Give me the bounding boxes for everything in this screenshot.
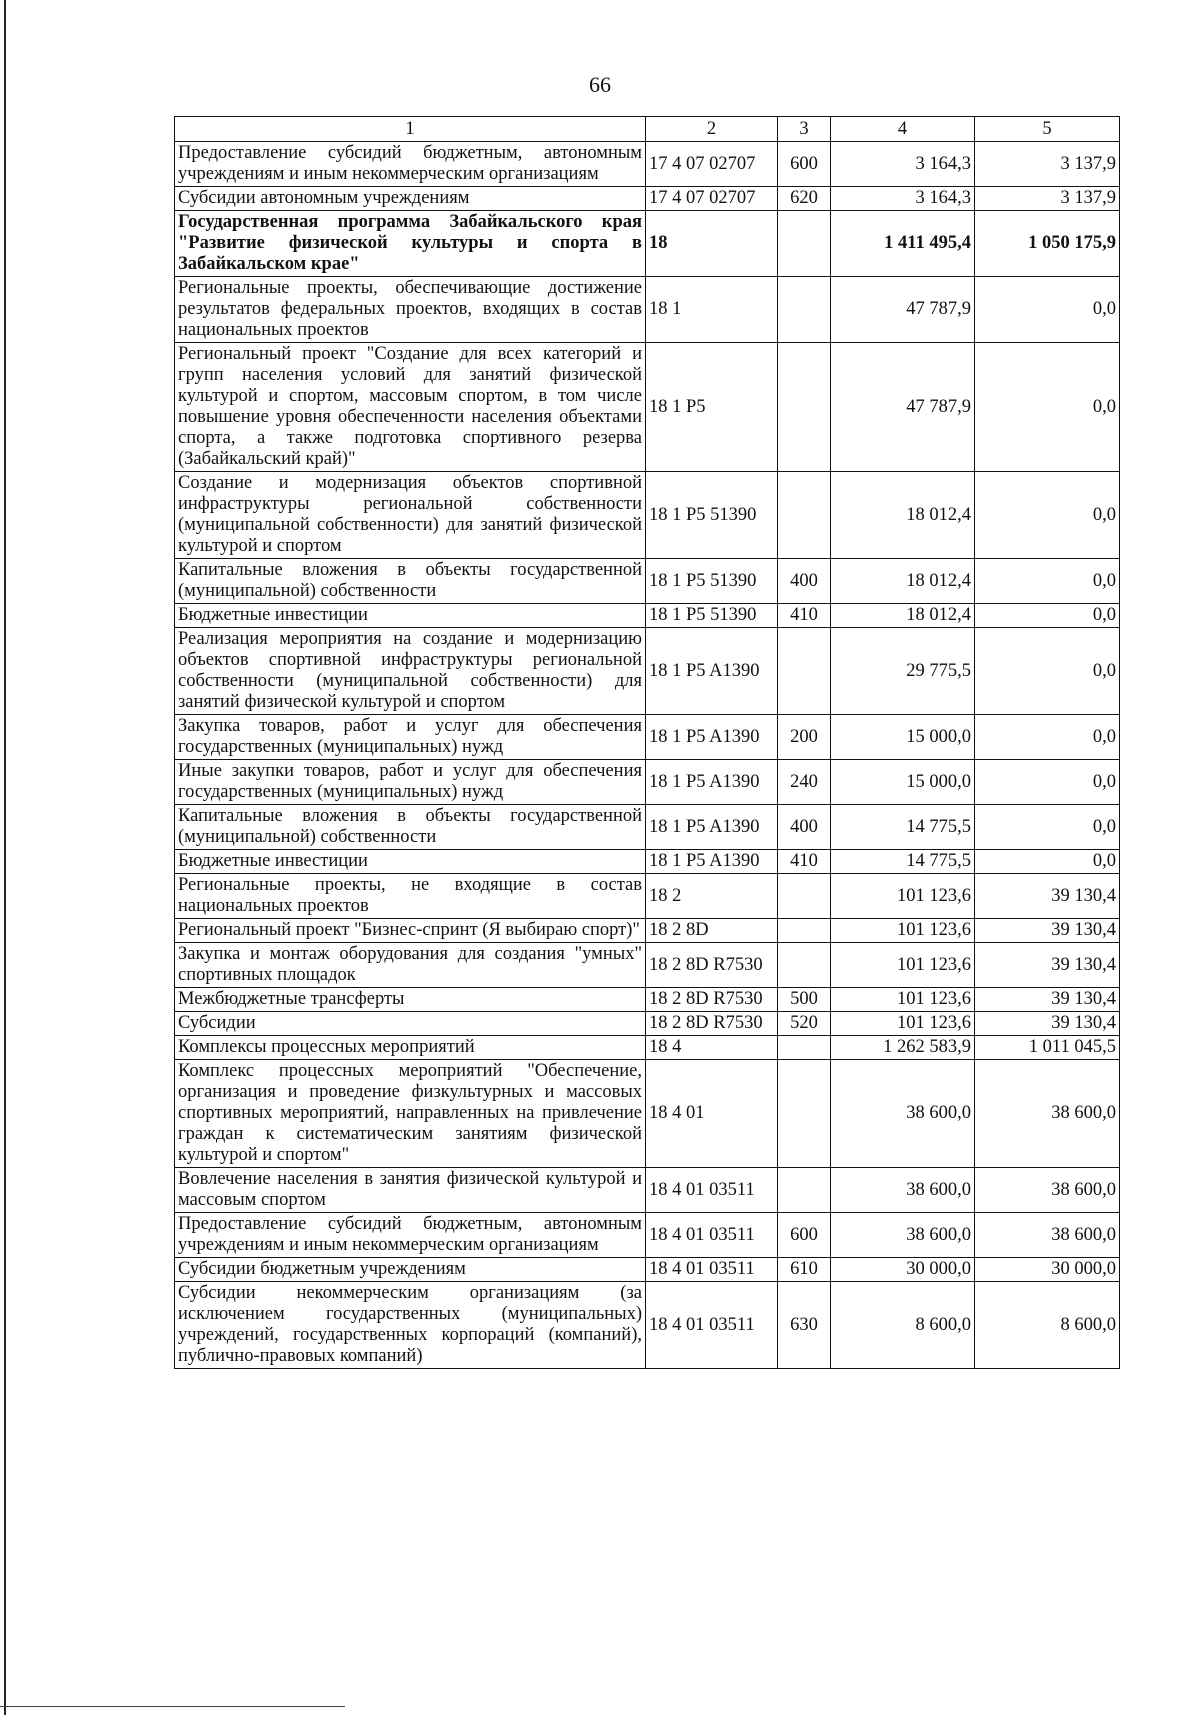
row-amount-col4-cell: 8 600,0 xyxy=(831,1282,975,1369)
row-expense-type-cell: 400 xyxy=(778,559,831,604)
row-amount-col4-cell: 15 000,0 xyxy=(831,715,975,760)
row-expense-type-cell: 630 xyxy=(778,1282,831,1369)
row-code-cell: 18 4 xyxy=(646,1036,778,1060)
column-header: 5 xyxy=(975,117,1120,142)
row-amount-col5-cell: 38 600,0 xyxy=(975,1168,1120,1213)
row-name-cell: Субсидии xyxy=(175,1012,646,1036)
row-code-cell: 18 1 P5 xyxy=(646,343,778,472)
row-code-cell: 18 1 P5 51390 xyxy=(646,604,778,628)
row-name-cell: Региональные проекты, не входящие в состав национальных проектов xyxy=(175,874,646,919)
row-expense-type-cell xyxy=(778,277,831,343)
row-expense-type-cell: 410 xyxy=(778,604,831,628)
row-name-cell: Вовлечение населения в занятия физической культурой и массовым спортом xyxy=(175,1168,646,1213)
row-amount-col5-cell: 0,0 xyxy=(975,760,1120,805)
row-expense-type-cell: 200 xyxy=(778,715,831,760)
row-amount-col4-cell: 101 123,6 xyxy=(831,943,975,988)
row-name-cell: Бюджетные инвестиции xyxy=(175,604,646,628)
row-amount-col5-cell: 30 000,0 xyxy=(975,1258,1120,1282)
row-name-cell: Реализация мероприятия на создание и модернизацию объектов спортивной инфраструктуры региональной собственности (муниципальной собственности) для занятий физической культурой и спортом xyxy=(175,628,646,715)
row-code-cell: 18 4 01 03511 xyxy=(646,1282,778,1369)
row-expense-type-cell: 620 xyxy=(778,187,831,211)
row-name-cell: Субсидии бюджетным учреждениям xyxy=(175,1258,646,1282)
row-amount-col4-cell: 30 000,0 xyxy=(831,1258,975,1282)
row-amount-col5-cell: 39 130,4 xyxy=(975,943,1120,988)
row-expense-type-cell: 500 xyxy=(778,988,831,1012)
row-amount-col5-cell: 0,0 xyxy=(975,343,1120,472)
row-amount-col4-cell: 38 600,0 xyxy=(831,1213,975,1258)
row-amount-col4-cell: 18 012,4 xyxy=(831,559,975,604)
table-row xyxy=(175,1060,1120,1168)
row-amount-col5-cell: 0,0 xyxy=(975,715,1120,760)
row-amount-col4-cell: 3 164,3 xyxy=(831,142,975,187)
row-name-cell: Капитальные вложения в объекты государственной (муниципальной) собственности xyxy=(175,805,646,850)
row-expense-type-cell: 410 xyxy=(778,850,831,874)
row-code-cell: 18 4 01 xyxy=(646,1060,778,1168)
table-row xyxy=(175,988,1120,1012)
row-amount-col4-cell: 101 123,6 xyxy=(831,1012,975,1036)
row-expense-type-cell xyxy=(778,211,831,277)
page-edge-line xyxy=(4,0,6,1715)
page-bottom-rule xyxy=(0,1706,345,1707)
table-row xyxy=(175,874,1120,919)
table-header-row xyxy=(175,117,1120,142)
row-expense-type-cell xyxy=(778,1036,831,1060)
row-name-cell: Региональный проект "Бизнес-спринт (Я выбираю спорт)" xyxy=(175,919,646,943)
row-amount-col4-cell: 38 600,0 xyxy=(831,1060,975,1168)
row-amount-col5-cell: 0,0 xyxy=(975,850,1120,874)
row-name-cell: Региональные проекты, обеспечивающие достижение результатов федеральных проектов, входящих в состав национальных проектов xyxy=(175,277,646,343)
row-code-cell: 18 4 01 03511 xyxy=(646,1258,778,1282)
row-amount-col5-cell: 0,0 xyxy=(975,559,1120,604)
row-name-cell: Бюджетные инвестиции xyxy=(175,850,646,874)
row-name-cell: Комплексы процессных мероприятий xyxy=(175,1036,646,1060)
row-amount-col4-cell: 101 123,6 xyxy=(831,988,975,1012)
row-amount-col4-cell: 101 123,6 xyxy=(831,919,975,943)
row-amount-col4-cell: 18 012,4 xyxy=(831,604,975,628)
table-row xyxy=(175,142,1120,187)
row-amount-col5-cell: 3 137,9 xyxy=(975,142,1120,187)
table-row xyxy=(175,1036,1120,1060)
row-amount-col5-cell: 3 137,9 xyxy=(975,187,1120,211)
row-expense-type-cell xyxy=(778,1168,831,1213)
row-code-cell: 18 2 8D xyxy=(646,919,778,943)
row-code-cell: 17 4 07 02707 xyxy=(646,187,778,211)
budget-table-body xyxy=(175,117,1120,1369)
row-code-cell: 18 2 8D R7530 xyxy=(646,988,778,1012)
row-code-cell: 17 4 07 02707 xyxy=(646,142,778,187)
row-expense-type-cell xyxy=(778,472,831,559)
table-row xyxy=(175,943,1120,988)
table-row xyxy=(175,850,1120,874)
row-amount-col4-cell: 18 012,4 xyxy=(831,472,975,559)
row-amount-col4-cell: 15 000,0 xyxy=(831,760,975,805)
row-name-cell: Государственная программа Забайкальского края "Развитие физической культуры и спорта в Забайкальском крае" xyxy=(175,211,646,277)
row-name-cell: Субсидии автономным учреждениям xyxy=(175,187,646,211)
row-code-cell: 18 1 P5 51390 xyxy=(646,472,778,559)
row-amount-col4-cell: 101 123,6 xyxy=(831,874,975,919)
row-code-cell: 18 4 01 03511 xyxy=(646,1168,778,1213)
table-row xyxy=(175,1213,1120,1258)
column-header: 3 xyxy=(778,117,831,142)
page-number: 66 xyxy=(589,72,611,97)
row-amount-col5-cell: 39 130,4 xyxy=(975,919,1120,943)
column-header: 4 xyxy=(831,117,975,142)
row-code-cell: 18 1 P5 A1390 xyxy=(646,760,778,805)
row-expense-type-cell xyxy=(778,1060,831,1168)
row-code-cell: 18 2 xyxy=(646,874,778,919)
table-row xyxy=(175,1258,1120,1282)
row-amount-col4-cell: 47 787,9 xyxy=(831,343,975,472)
row-amount-col4-cell: 3 164,3 xyxy=(831,187,975,211)
table-row xyxy=(175,805,1120,850)
table-row xyxy=(175,559,1120,604)
row-amount-col4-cell: 29 775,5 xyxy=(831,628,975,715)
table-row xyxy=(175,919,1120,943)
row-name-cell: Региональный проект "Создание для всех категорий и групп населения условий для занятий физической культурой и спортом, массовым спортом, в том числе повышение уровня обеспеченности населения объектами спорта, а также подготовка спортивного резерва (Забайкальский край)" xyxy=(175,343,646,472)
row-expense-type-cell xyxy=(778,943,831,988)
row-amount-col5-cell: 39 130,4 xyxy=(975,874,1120,919)
row-code-cell: 18 4 01 03511 xyxy=(646,1213,778,1258)
row-amount-col5-cell: 39 130,4 xyxy=(975,1012,1120,1036)
column-header: 2 xyxy=(646,117,778,142)
row-name-cell: Капитальные вложения в объекты государственной (муниципальной) собственности xyxy=(175,559,646,604)
row-amount-col5-cell: 39 130,4 xyxy=(975,988,1120,1012)
table-row xyxy=(175,715,1120,760)
row-amount-col4-cell: 14 775,5 xyxy=(831,850,975,874)
row-code-cell: 18 1 P5 A1390 xyxy=(646,850,778,874)
row-code-cell: 18 1 P5 A1390 xyxy=(646,715,778,760)
table-row xyxy=(175,1168,1120,1213)
row-name-cell: Закупка и монтаж оборудования для создания "умных" спортивных площадок xyxy=(175,943,646,988)
row-amount-col5-cell: 38 600,0 xyxy=(975,1060,1120,1168)
table-row xyxy=(175,211,1120,277)
budget-table xyxy=(174,116,1120,1369)
row-expense-type-cell: 400 xyxy=(778,805,831,850)
row-code-cell: 18 xyxy=(646,211,778,277)
row-amount-col5-cell: 1 050 175,9 xyxy=(975,211,1120,277)
column-header: 1 xyxy=(175,117,646,142)
table-row xyxy=(175,472,1120,559)
row-code-cell: 18 1 P5 A1390 xyxy=(646,805,778,850)
row-code-cell: 18 1 P5 51390 xyxy=(646,559,778,604)
table-row xyxy=(175,1012,1120,1036)
row-name-cell: Комплекс процессных мероприятий "Обеспечение, организация и проведение физкультурных и массовых спортивных мероприятий, направленных на привлечение граждан к систематическим занятиям физической культурой и спортом" xyxy=(175,1060,646,1168)
row-expense-type-cell xyxy=(778,919,831,943)
table-row xyxy=(175,1282,1120,1369)
row-expense-type-cell xyxy=(778,628,831,715)
row-name-cell: Создание и модернизация объектов спортивной инфраструктуры региональной собственности (муниципальной собственности) для занятий физической культурой и спортом xyxy=(175,472,646,559)
row-name-cell: Предоставление субсидий бюджетным, автономным учреждениям и иным некоммерческим организациям xyxy=(175,142,646,187)
row-name-cell: Межбюджетные трансферты xyxy=(175,988,646,1012)
table-row xyxy=(175,604,1120,628)
row-name-cell: Закупка товаров, работ и услуг для обеспечения государственных (муниципальных) нужд xyxy=(175,715,646,760)
row-amount-col5-cell: 8 600,0 xyxy=(975,1282,1120,1369)
table-row xyxy=(175,187,1120,211)
row-expense-type-cell: 520 xyxy=(778,1012,831,1036)
row-amount-col5-cell: 0,0 xyxy=(975,805,1120,850)
row-name-cell: Предоставление субсидий бюджетным, автономным учреждениям и иным некоммерческим организациям xyxy=(175,1213,646,1258)
row-expense-type-cell xyxy=(778,874,831,919)
row-amount-col5-cell: 38 600,0 xyxy=(975,1213,1120,1258)
row-amount-col5-cell: 0,0 xyxy=(975,604,1120,628)
row-expense-type-cell: 600 xyxy=(778,142,831,187)
row-amount-col4-cell: 38 600,0 xyxy=(831,1168,975,1213)
row-amount-col4-cell: 14 775,5 xyxy=(831,805,975,850)
row-amount-col4-cell: 1 262 583,9 xyxy=(831,1036,975,1060)
row-amount-col5-cell: 0,0 xyxy=(975,628,1120,715)
row-code-cell: 18 1 P5 A1390 xyxy=(646,628,778,715)
row-code-cell: 18 1 xyxy=(646,277,778,343)
row-name-cell: Субсидии некоммерческим организациям (за исключением государственных (муниципальных) учреждений, государственных корпораций (компаний), публично-правовых компаний) xyxy=(175,1282,646,1369)
table-row xyxy=(175,277,1120,343)
row-code-cell: 18 2 8D R7530 xyxy=(646,1012,778,1036)
table-row xyxy=(175,760,1120,805)
row-amount-col5-cell: 1 011 045,5 xyxy=(975,1036,1120,1060)
row-code-cell: 18 2 8D R7530 xyxy=(646,943,778,988)
row-amount-col5-cell: 0,0 xyxy=(975,472,1120,559)
row-amount-col5-cell: 0,0 xyxy=(975,277,1120,343)
row-expense-type-cell: 610 xyxy=(778,1258,831,1282)
row-expense-type-cell: 240 xyxy=(778,760,831,805)
row-amount-col4-cell: 47 787,9 xyxy=(831,277,975,343)
row-name-cell: Иные закупки товаров, работ и услуг для обеспечения государственных (муниципальных) нужд xyxy=(175,760,646,805)
table-row xyxy=(175,628,1120,715)
row-expense-type-cell: 600 xyxy=(778,1213,831,1258)
table-row xyxy=(175,343,1120,472)
row-expense-type-cell xyxy=(778,343,831,472)
row-amount-col4-cell: 1 411 495,4 xyxy=(831,211,975,277)
